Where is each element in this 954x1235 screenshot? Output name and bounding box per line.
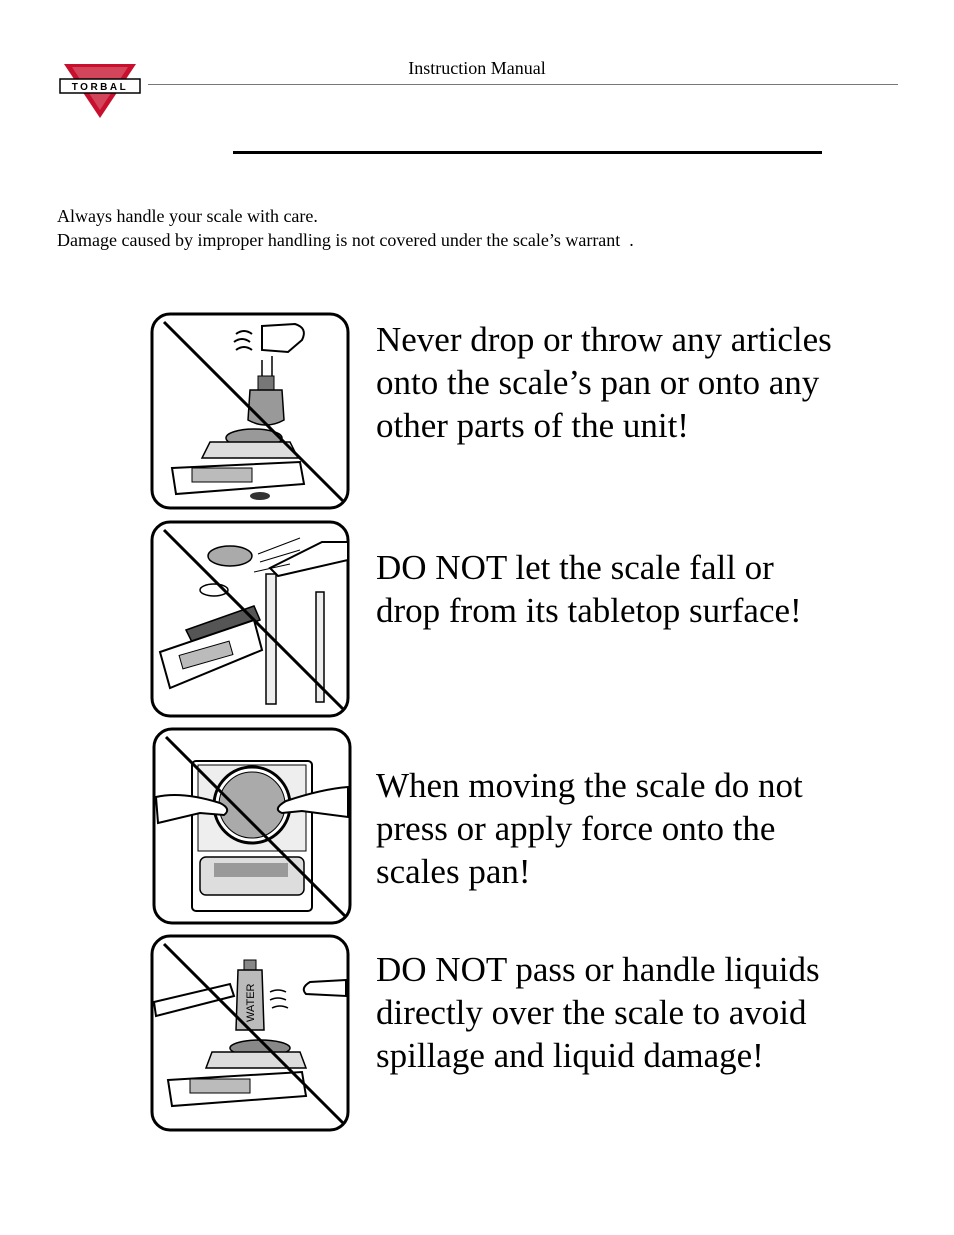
- no-dropping-articles-icon: [150, 312, 350, 510]
- header-title: Instruction Manual: [408, 58, 546, 78]
- intro-line-2: Damage caused by improper handling is not covered under the scale’s warrant .: [57, 230, 634, 250]
- warning-text-4: DO NOT pass or handle liquids directly over the scale to avoid spillage and liquid damage!: [376, 950, 820, 1075]
- svg-text:WATER: WATER: [245, 983, 257, 1022]
- no-pressing-pan-icon: [152, 727, 352, 925]
- section-title-rule: [233, 151, 822, 154]
- intro-line-1: Always handle your scale with care.: [57, 206, 318, 226]
- no-liquids-over-scale-icon: [150, 934, 350, 1132]
- intro-text: [57, 204, 634, 252]
- warning-text-2: DO NOT let the scale fall or drop from its tabletop surface!: [376, 548, 802, 630]
- header-divider: [148, 84, 898, 85]
- svg-text:TORBAL: TORBAL: [71, 82, 129, 93]
- warning-text-3: When moving the scale do not press or apply force onto the scales pan!: [376, 766, 803, 891]
- warning-text-1: Never drop or throw any articles onto the scale’s pan or onto any other parts of the unit!: [376, 320, 832, 445]
- no-scale-falling-icon: [150, 520, 350, 718]
